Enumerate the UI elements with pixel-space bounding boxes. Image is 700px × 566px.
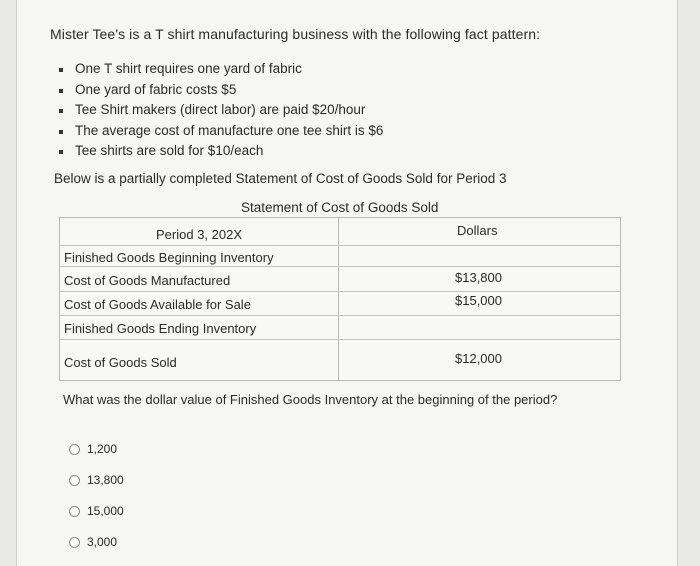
row-label-cogs: Cost of Goods Sold	[64, 355, 177, 370]
answer-option[interactable]	[69, 535, 117, 549]
row-label-cogm: Cost of Goods Manufactured	[64, 273, 231, 288]
fact-item: Tee shirts are sold for $10/each	[59, 141, 383, 162]
header-period: Period 3, 202X	[156, 227, 243, 242]
fact-pattern-intro: Mister Tee's is a T shirt manufacturing business with the following fact pattern:	[50, 26, 541, 42]
statement-caption: Statement of Cost of Goods Sold	[241, 200, 439, 215]
quiz-page	[16, 0, 678, 566]
cogs-statement-table	[59, 217, 621, 381]
fact-item: The average cost of manufacture one tee shirt is $6	[59, 121, 383, 142]
row-label-fg-beginning: Finished Goods Beginning Inventory	[64, 250, 274, 265]
row-divider	[60, 266, 620, 267]
answer-option-label: 3,000	[87, 535, 118, 549]
fact-item: Tee Shirt makers (direct labor) are paid $20/hour	[59, 100, 383, 121]
radio-button[interactable]	[69, 506, 80, 517]
fact-item: One yard of fabric costs $5	[59, 80, 383, 101]
row-label-cogas: Cost of Goods Available for Sale	[64, 297, 251, 312]
answer-option-label: 13,800	[87, 473, 124, 487]
header-dollars: Dollars	[457, 223, 498, 238]
radio-button[interactable]	[69, 537, 80, 548]
fact-list	[59, 59, 383, 162]
answer-option[interactable]	[69, 504, 124, 518]
answer-option[interactable]	[69, 442, 117, 456]
row-value-cogas: $15,000	[455, 293, 502, 308]
row-value-cogs: $12,000	[455, 351, 502, 366]
question-text: What was the dollar value of Finished Goods Inventory at the beginning of the period?	[63, 392, 558, 407]
row-divider	[60, 315, 620, 316]
row-divider	[60, 245, 620, 246]
radio-button[interactable]	[69, 475, 80, 486]
column-divider	[338, 218, 339, 380]
row-label-fg-ending: Finished Goods Ending Inventory	[64, 321, 257, 336]
fact-item: One T shirt requires one yard of fabric	[59, 59, 383, 80]
answer-option-label: 15,000	[87, 504, 124, 518]
answer-option[interactable]	[69, 473, 124, 487]
answer-option-label: 1,200	[87, 442, 118, 456]
row-divider	[60, 339, 620, 340]
statement-intro: Below is a partially completed Statement of Cost of Goods Sold for Period 3	[54, 171, 507, 186]
row-divider	[60, 291, 620, 292]
radio-button[interactable]	[69, 444, 80, 455]
row-value-cogm: $13,800	[455, 270, 502, 285]
